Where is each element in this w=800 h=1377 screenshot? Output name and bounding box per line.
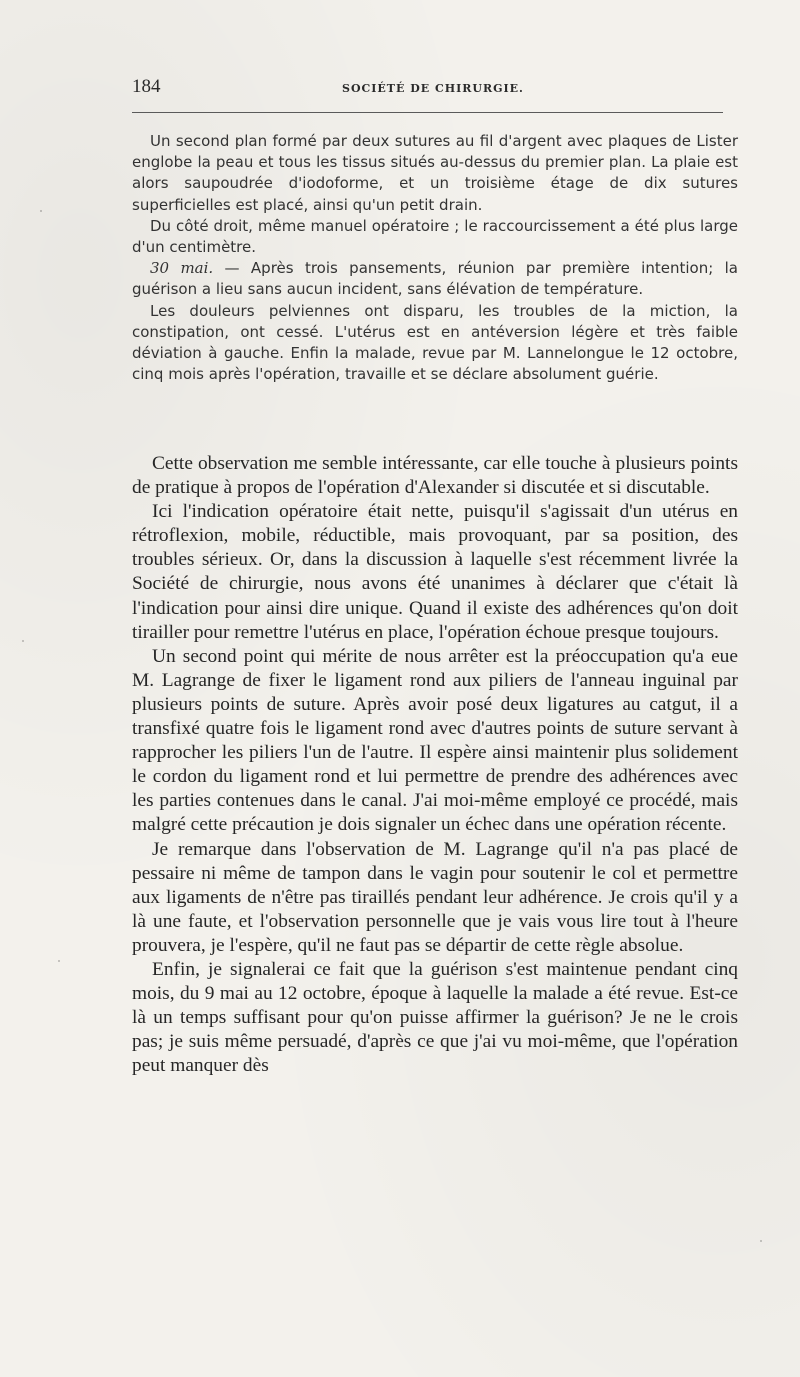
header-rule xyxy=(132,112,723,113)
running-head: SOCIÉTÉ DE CHIRURGIE. xyxy=(342,82,524,95)
body-paragraph-4: Je remarque dans l'observation de M. Lagrange qu'il n'a pas placé de pessaire ni même de tampon dans le vagin pour soutenir le col et permettre aux ligaments de n'être pas tiraillés pendant leur adhérence. Je crois qu'il y a là une faute, et l'observation personnelle que je vais vous lire tout à l'heure prouvera, je l'espère, qu'il ne faut pas se départir de cette règle absolue. xyxy=(132,838,738,956)
observation-paragraph-2: Du côté droit, même manuel opératoire ; le raccourcissement a été plus large d'un centimètre. xyxy=(132,216,738,257)
observation-paragraph-3 xyxy=(132,258,738,300)
page-header xyxy=(132,76,723,102)
paper-speck xyxy=(760,1240,762,1242)
observation-paragraph-4: Les douleurs pelviennes ont disparu, les troubles de la miction, la constipation, ont cessé. L'utérus est en antéversion légère et très faible déviation à gauche. Enfin la malade, revue par M. Lannelongue le 12 octobre, cinq mois après l'opération, travaille et se déclare absolument guérie. xyxy=(132,301,738,384)
paper-speck xyxy=(58,960,60,962)
observation-paragraph-1: Un second plan formé par deux sutures au fil d'argent avec plaques de Lister englobe la peau et tous les tissus situés au-dessus du premier plan. La plaie est alors saupoudrée d'iodoforme, et un troisième étage de dix sutures superficielles est placé, ainsi qu'un petit drain. xyxy=(132,132,738,214)
body-paragraph-1: Cette observation me semble intéressante, car elle touche à plusieurs points de pratique à propos de l'opération d'Alexander si discutée et si discutable. xyxy=(132,453,738,499)
page-number: 184 xyxy=(132,76,161,97)
observation-date: 30 mai. xyxy=(150,259,214,278)
observation-text xyxy=(132,131,738,385)
observation-paragraph-3-text: — Après trois pansements, réunion par première intention; la guérison a lieu sans aucun incident, sans élévation de température. xyxy=(132,259,738,299)
body-paragraph-3: Un second point qui mérite de nous arrêter est la préoccupation qu'a eue M. Lagrange de fixer le ligament rond aux piliers de l'anneau inguinal par plusieurs points de suture. Après avoir posé deux ligatures au catgut, il a transfixé quatre fois le ligament rond avec d'autres points de suture servant à rapprocher les piliers l'un de l'autre. Il espère ainsi maintenir plus solidement le cordon du ligament rond et lui permettre de prendre des adhérences avec les parties contenues dans le canal. J'ai moi-même employé ce procédé, mais malgré cette précaution je dois signaler un échec dans une opération récente. xyxy=(132,645,738,836)
paper-speck xyxy=(22,640,24,642)
paper-speck xyxy=(40,210,42,212)
body-paragraph-5: Enfin, je signalerai ce fait que la guérison s'est maintenue pendant cinq mois, du 9 mai au 12 octobre, époque à laquelle la malade a été revue. Est-ce là un temps suffisant pour qu'on puisse affirmer la guérison? Je ne le crois pas; je suis même persuadé, d'après ce que j'ai vu moi-même, que l'opération peut manquer dès xyxy=(132,958,738,1077)
body-paragraph-2: Ici l'indication opératoire était nette, puisqu'il s'agissait d'un utérus en rétroflexion, mobile, réductible, mais provoquant, par sa position, des troubles sérieux. Or, dans la discussion à laquelle s'est récemment livrée la Société de chirurgie, nous avons été unanimes à déclarer que c'était là l'indication pour ainsi dire unique. Quand il existe des adhérences qu'on doit tirailler pour remettre l'utérus en place, l'opération échoue presque toujours. xyxy=(132,501,738,643)
main-text xyxy=(132,452,738,1078)
